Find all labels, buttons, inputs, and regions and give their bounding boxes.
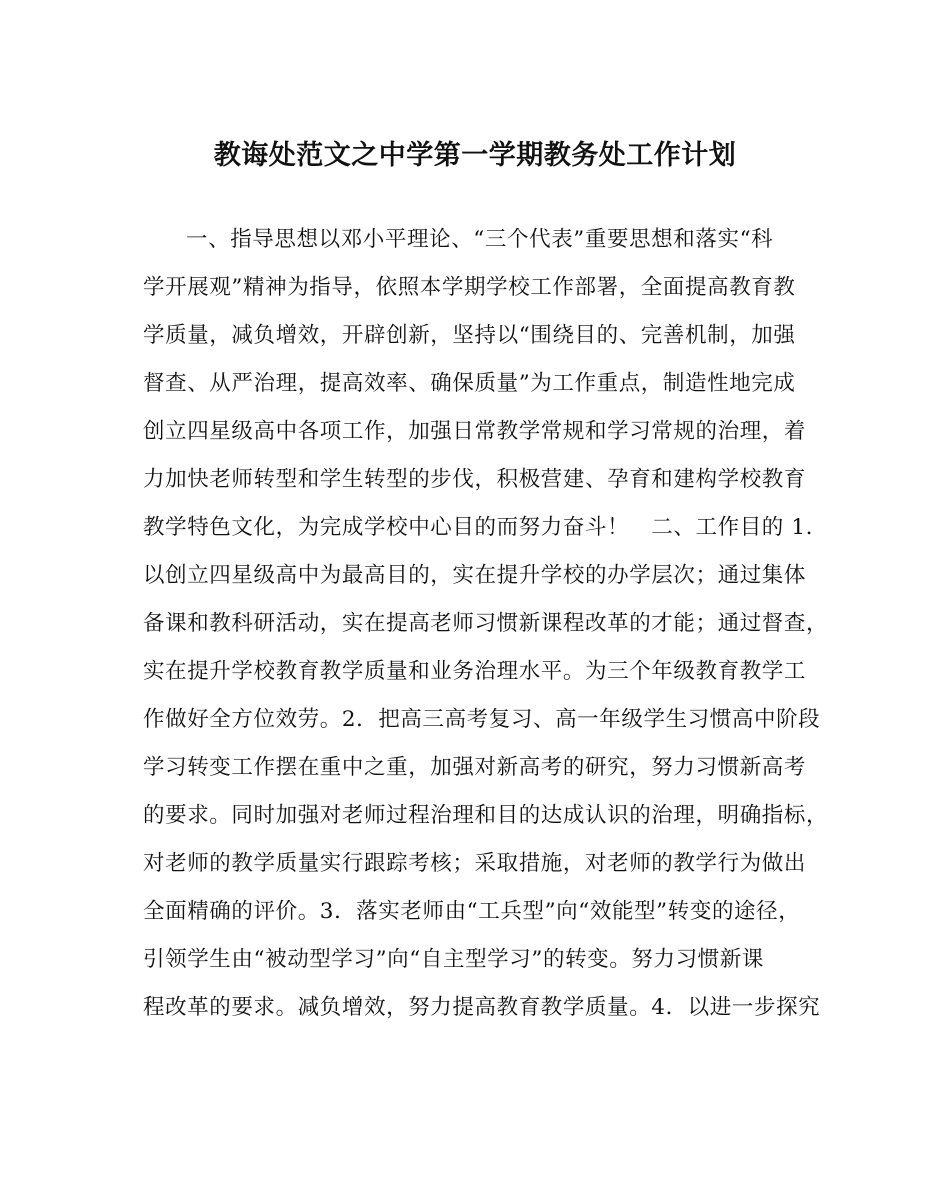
document-title: 教诲处范文之中学第一学期教务处工作计划: [213, 140, 737, 171]
document-body: [143, 222, 833, 1038]
body-line: 创立四星级高中各项工作，加强日常教学常规和学习常规的治理，着: [143, 419, 807, 444]
body-line: 一、指导思想以邓小平理论、“三个代表”重要思想和落实“科: [186, 227, 774, 252]
body-line: 督查、从严治理，提高效率、确保质量”为工作重点，制造性地完成: [143, 371, 796, 396]
body-line: 全面精确的评价。3．落实老师由“工兵型”向“效能型”转变的途径，: [143, 899, 801, 924]
body-line: 对老师的教学质量实行跟踪考核；采取措施，对老师的教学行为做出: [143, 851, 807, 876]
body-line: 教学特色文化，为完成学校中心目的而努力奋斗！ 二、工作目的 1.: [143, 515, 814, 540]
body-line: 的要求。同时加强对老师过程治理和目的达成认识的治理，明确指标，: [143, 803, 829, 828]
body-line: 实在提升学校教育教学质量和业务治理水平。为三个年级教育教学工: [143, 659, 807, 684]
body-line: 学开展观”精神为指导，依照本学期学校工作部署，全面提高教育教: [143, 275, 796, 300]
body-line: 引领学生由“被动型学习”向“自主型学习”的转变。努力习惯新课: [143, 947, 764, 972]
body-line: 学质量，减负增效，开辟创新，坚持以“围绕目的、完善机制，加强: [143, 323, 796, 348]
body-line: 学习转变工作摆在重中之重，加强对新高考的研究，努力习惯新高考: [143, 755, 807, 780]
body-line: 以创立四星级高中为最高目的，实在提升学校的办学层次；通过集体: [143, 563, 807, 588]
body-line: 备课和教科研活动，实在提高老师习惯新课程改革的才能；通过督查，: [143, 611, 829, 636]
body-line: 程改革的要求。减负增效，努力提高教育教学质量。4．以进一步探究: [143, 995, 821, 1020]
body-line: 作做好全方位效劳。2．把高三高考复习、高一年级学生习惯高中阶段: [143, 707, 821, 732]
body-line: 力加快老师转型和学生转型的步伐，积极营建、孕育和建构学校教育: [143, 467, 807, 492]
